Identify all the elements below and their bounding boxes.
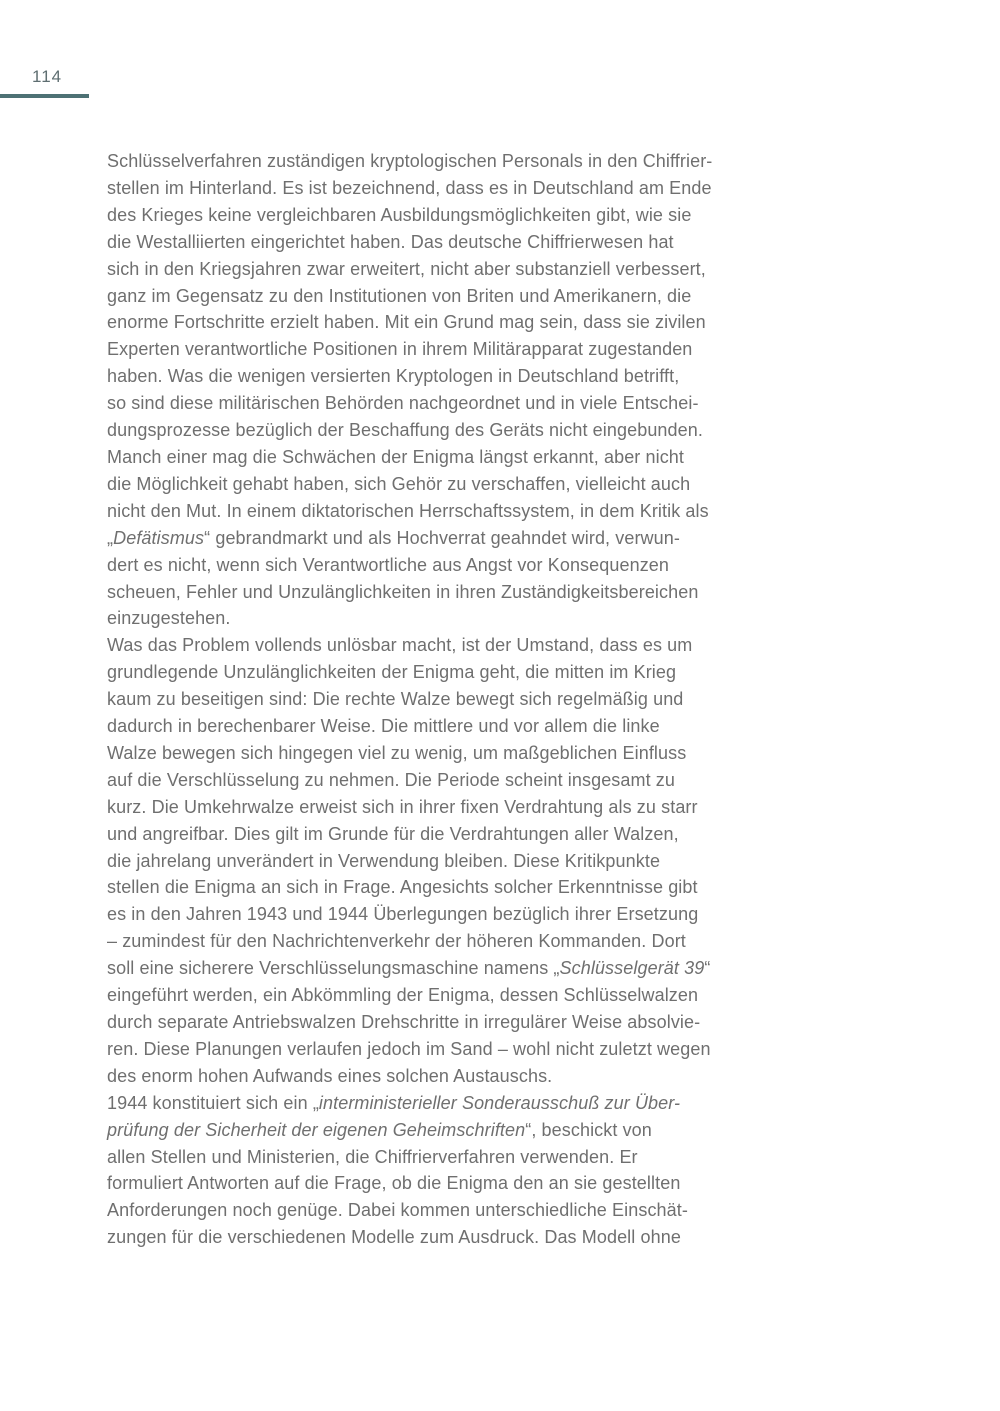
body-text-segment: “ gebrandmarkt und als Hochverrat geahndet wird, verwun- [204, 527, 680, 548]
text-line [107, 283, 779, 310]
body-text-segment: scheuen, Fehler und Unzulänglichkeiten in ihren Zuständigkeitsbereichen [107, 581, 699, 602]
body-text-segment: dungsprozesse bezüglich der Beschaffung des Geräts nicht eingebunden. [107, 420, 703, 441]
text-line [107, 605, 779, 632]
body-text-segment: ren. Diese Planungen verlaufen jedoch im Sand – wohl nicht zuletzt wegen [107, 1038, 711, 1059]
body-text-segment: Anforderungen noch genüge. Dabei kommen unterschiedliche Einschät- [107, 1200, 688, 1221]
text-line [107, 417, 779, 444]
text-line [107, 1197, 779, 1224]
body-text-segment: so sind diese militärischen Behörden nachgeordnet und in viele Entschei- [107, 393, 699, 414]
body-text-segment: kurz. Die Umkehrwalze erweist sich in ihrer fixen Verdrahtung als zu starr [107, 796, 698, 817]
body-text-segment: des enorm hohen Aufwands eines solchen Austauschs. [107, 1065, 553, 1086]
text-line [107, 1144, 779, 1171]
body-text-segment: dadurch in berechenbarer Weise. Die mittlere und vor allem die linke [107, 716, 660, 737]
text-line [107, 1117, 779, 1144]
body-text-segment: auf die Verschlüsselung zu nehmen. Die Periode scheint insgesamt zu [107, 769, 676, 790]
emphasized-text: prüfung der Sicherheit der eigenen Geheimschriften [107, 1119, 526, 1140]
body-text-segment: ganz im Gegensatz zu den Institutionen von Briten und Amerikanern, die [107, 285, 692, 306]
text-line [107, 955, 779, 982]
body-text-segment: zungen für die verschiedenen Modelle zum Ausdruck. Das Modell ohne [107, 1227, 681, 1248]
body-text-segment: des Krieges keine vergleichbaren Ausbildungsmöglichkeiten gibt, wie sie [107, 204, 692, 225]
text-line [107, 202, 779, 229]
text-line [107, 874, 779, 901]
body-text-segment: kaum zu beseitigen sind: Die rechte Walze bewegt sich regelmäßig und [107, 689, 684, 710]
body-text-segment: einzugestehen. [107, 608, 231, 629]
text-line [107, 175, 779, 202]
text-line [107, 579, 779, 606]
text-line [107, 1036, 779, 1063]
emphasized-text: interministerieller Sonderausschuß zur Über- [318, 1092, 681, 1113]
text-line [107, 1063, 779, 1090]
text-line [107, 390, 779, 417]
emphasized-text: Defätismus [113, 527, 205, 548]
body-text-segment: stellen die Enigma an sich in Frage. Angesichts solcher Erkenntnisse gibt [107, 877, 698, 898]
body-text-segment: eingeführt werden, ein Abkömmling der Enigma, dessen Schlüsselwalzen [107, 985, 699, 1006]
text-line [107, 928, 779, 955]
text-line [107, 632, 779, 659]
text-line [107, 256, 779, 283]
body-text-segment: durch separate Antriebswalzen Drehschritte in irregulärer Weise absolvie- [107, 1012, 701, 1032]
text-line [107, 148, 779, 175]
header-rule [0, 94, 89, 98]
body-text-segment: 1944 konstituiert sich ein „ [107, 1092, 319, 1113]
body-text-segment: formuliert Antworten auf die Frage, ob die Enigma den an sie gestellten [107, 1173, 681, 1194]
text-line [107, 767, 779, 794]
text-line [107, 982, 779, 1009]
text-line [107, 229, 779, 256]
body-text-segment: „ [107, 527, 114, 548]
text-line [107, 1090, 779, 1117]
body-text-segment: “ [704, 958, 711, 979]
body-text-segment: “, beschickt von [525, 1119, 652, 1140]
body-text-segment: sich in den Kriegsjahren zwar erweitert, nicht aber substanziell verbessert, [107, 258, 706, 279]
text-line [107, 1009, 779, 1036]
text-line [107, 740, 779, 767]
text-line [107, 686, 779, 713]
text-line [107, 1170, 779, 1197]
body-text-segment: stellen im Hinterland. Es ist bezeichnend, dass es in Deutschland am Ende [107, 177, 712, 198]
text-line [107, 525, 779, 552]
text-line [107, 848, 779, 875]
text-line [107, 471, 779, 498]
text-line [107, 659, 779, 686]
text-line [107, 821, 779, 848]
body-text [107, 148, 779, 1251]
body-text-segment: und angreifbar. Dies gilt im Grunde für die Verdrahtungen aller Walzen, [107, 823, 679, 844]
body-text-segment: Walze bewegen sich hingegen viel zu wenig, um maßgeblichen Einfluss [107, 742, 687, 763]
text-line [107, 794, 779, 821]
text-line [107, 444, 779, 471]
body-text-segment: Was das Problem vollends unlösbar macht, ist der Umstand, dass es um [107, 635, 693, 656]
body-text-segment: Schlüsselverfahren zuständigen kryptologischen Personals in den Chiffrier- [107, 151, 713, 171]
body-text-segment: die Westalliierten eingerichtet haben. Das deutsche Chiffrierwesen hat [107, 231, 674, 252]
text-line [107, 901, 779, 928]
body-text-segment: die jahrelang unverändert in Verwendung bleiben. Diese Kritikpunkte [107, 850, 661, 871]
text-line [107, 336, 779, 363]
page-number: 114 [32, 67, 63, 86]
text-line [107, 552, 779, 579]
body-text-segment: haben. Was die wenigen versierten Kryptologen in Deutschland betrifft, [107, 366, 680, 387]
emphasized-text: Schlüsselgerät 39 [559, 958, 705, 979]
body-text-segment: dert es nicht, wenn sich Verantwortliche aus Angst vor Konsequenzen [107, 554, 670, 575]
text-line [107, 1224, 779, 1251]
text-line [107, 713, 779, 740]
body-text-segment: – zumindest für den Nachrichtenverkehr der höheren Kommanden. Dort [107, 931, 686, 952]
body-text-segment: soll eine sicherere Verschlüsselungsmaschine namens „ [107, 958, 560, 979]
body-text-segment: die Möglichkeit gehabt haben, sich Gehör zu verschaffen, vielleicht auch [107, 473, 691, 494]
body-text-segment: grundlegende Unzulänglichkeiten der Enigma geht, die mitten im Krieg [107, 662, 677, 683]
text-line [107, 309, 779, 336]
text-line [107, 363, 779, 390]
body-text-segment: allen Stellen und Ministerien, die Chiffrierverfahren verwenden. Er [107, 1146, 638, 1167]
body-text-segment: enorme Fortschritte erzielt haben. Mit ein Grund mag sein, dass sie zivilen [107, 312, 706, 333]
text-line [107, 498, 779, 525]
body-text-segment: es in den Jahren 1943 und 1944 Überlegungen bezüglich ihrer Ersetzung [107, 904, 699, 925]
body-text-segment: Experten verantwortliche Positionen in ihrem Militärapparat zugestanden [107, 339, 693, 360]
body-text-segment: nicht den Mut. In einem diktatorischen Herrschaftssystem, in dem Kritik als [107, 500, 709, 521]
body-text-segment: Manch einer mag die Schwächen der Enigma längst erkannt, aber nicht [107, 446, 685, 467]
